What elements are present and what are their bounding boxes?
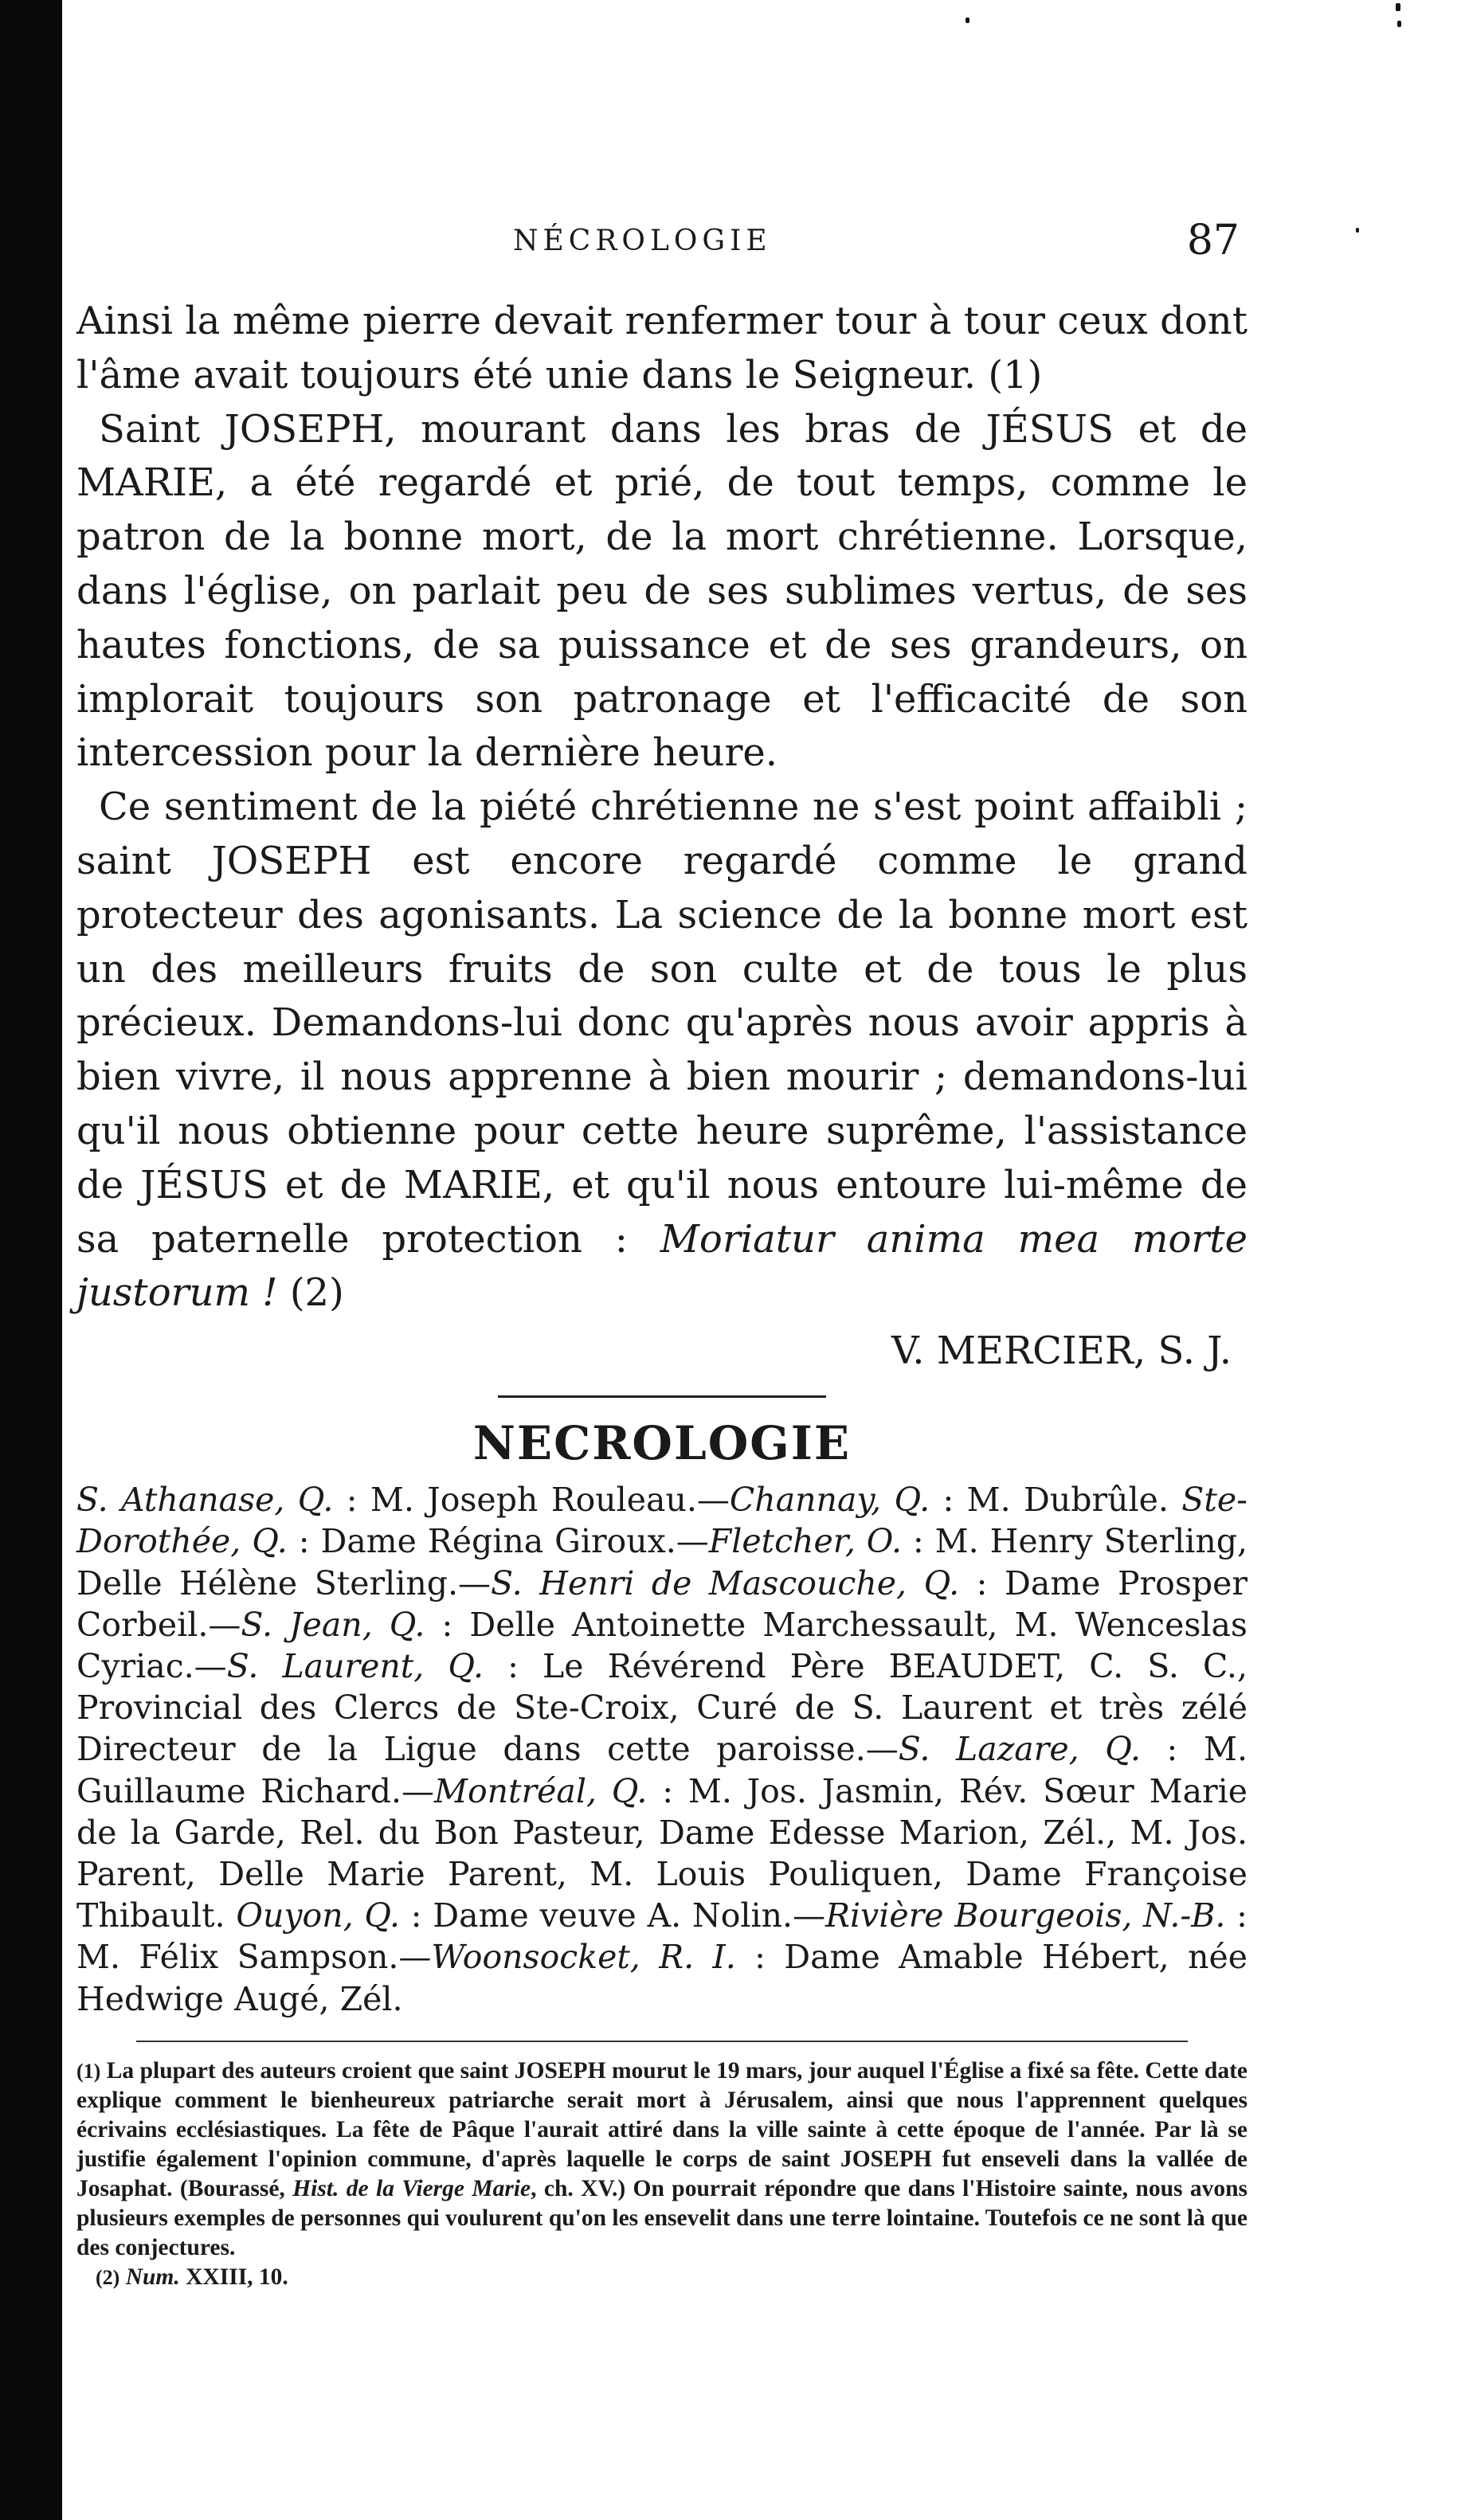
name-marie: MARIE: [403, 1162, 542, 1207]
paragraph-2-text: Saint: [99, 406, 225, 452]
paragraph-3: [76, 781, 1248, 1321]
obituary-names: : Le Révérend Père BEAUDET, C. S. C., Provincial des Clercs de Ste-Croix, Curé de S. Laurent et très zélé Directeur de la Ligue dans cette paroisse.—: [76, 1646, 1248, 1769]
obituary-place: S. Laurent, Q.: [226, 1646, 484, 1685]
footnote-1-text: , ch. XV.) On pourrait répondre que dans l'Histoire sainte, nous avons plusieurs exemples de personnes qui voulurent qu'on les ensevelit dans une terre lointaine. Toutefois ce ne sont là que des conjectures.: [76, 2175, 1248, 2260]
footnote-1-text: mourut le 19 mars, jour auquel l'Église a fixé sa fête. Cette date explique comment le bienheureux patriarche serait mort à Jérusalem, ainsi que nous l'apprennent quelques écrivains ecclésiastiques. La fête de Pâque l'aurait attiré dans la ville sainte à cette époque de l'année. Par là se justifie également l'opinion commune, d'après laquelle le corps de saint: [76, 2057, 1248, 2172]
name-joseph: JOSEPH: [211, 838, 372, 883]
paragraph-2-text: et de: [1114, 406, 1248, 452]
binding-edge: [0, 0, 62, 2520]
obituary-names: : M. Joseph Rouleau.—: [333, 1481, 730, 1520]
obituary-names: : Delle Antoinette Marchessault, M. Wenceslas Cyriac.—: [76, 1605, 1248, 1685]
footnote-1-text: La plupart des auteurs croient que saint: [100, 2057, 515, 2084]
divider-short: [498, 1395, 826, 1398]
obituary-place: Woonsocket, R. I.: [431, 1938, 736, 1977]
paragraph-2-text: , a été regardé et prié, de tout temps, comme le patron de la bonne mort, de la mort chrétienne. Lorsque, dans l'église, on parlait peu de ses sublimes vertus, de ses hautes fonctions, de sa puissance et de ses grandeurs, on implorait toujours son patronage et l'efficacité de son intercession pour la dernière heure.: [76, 460, 1248, 776]
obituary-names: : Dame Prosper Corbeil.—: [76, 1563, 1248, 1644]
section-title: NECROLOGIE: [472, 1416, 852, 1471]
footnote-1: [76, 2056, 1248, 2263]
paragraph-2: [76, 403, 1248, 781]
obituary-names: : M. Guillaume Richard.—: [76, 1730, 1248, 1810]
obituary-place: S. Lazare, Q.: [898, 1730, 1141, 1769]
running-head: [76, 213, 1248, 269]
footnote-1-mark: (1): [76, 2059, 101, 2083]
obituary-place: Ste-Dorothée, Q.: [76, 1481, 1248, 1561]
obituary-names: : M. Félix Sampson.—: [76, 1896, 1248, 1977]
obituary-place: Channay, Q.: [729, 1481, 930, 1520]
obituary-names: : M. Jos. Jasmin, Rév. Sœur Marie de la Garde, Rel. du Bon Pasteur, Dame Edesse Marion, Zél., M. Jos. Parent, Delle Marie Parent, M. Louis Pouliquen, Dame Françoise Thibault.: [76, 1771, 1248, 1935]
name-jesus: JÉSUS: [985, 406, 1114, 452]
name-jesus: JÉSUS: [140, 1162, 268, 1207]
obituary-place: Ouyon, Q.: [236, 1896, 400, 1935]
obituary-place: S. Jean, Q.: [241, 1605, 425, 1644]
footnotes: [76, 2056, 1248, 2292]
paragraph-1: [76, 295, 1248, 403]
footnote-ref-1: (1): [988, 352, 1043, 397]
name-joseph: JOSEPH: [840, 2146, 932, 2172]
footnote-2-book: Num.: [125, 2264, 180, 2290]
footnote-ref-2: (2): [289, 1270, 344, 1316]
signature: V. MERCIER, S. J.: [891, 1328, 1232, 1374]
ink-speck: [966, 18, 969, 23]
obituary-place: Montréal, Q.: [433, 1771, 648, 1810]
footnote-2-mark: (2): [96, 2265, 120, 2289]
latin-quote: Moriatur anima mea morte justorum !: [76, 1216, 1248, 1316]
body-text: [76, 295, 1248, 2292]
name-joseph: JOSEPH: [514, 2057, 606, 2084]
footnote-2: [96, 2263, 1248, 2292]
obituary-names: : Dame veuve A. Nolin.—: [399, 1896, 826, 1935]
running-title: NÉCROLOGIE: [513, 225, 772, 257]
obituary-list: [76, 1479, 1248, 2020]
ink-speck: [1396, 3, 1400, 11]
cited-work: Hist. de la Vierge Marie: [292, 2175, 531, 2201]
paragraph-3-text: est encore regardé comme le grand protecteur des agonisants. La science de la bonne mort est un des meilleurs fruits de son culte et de tous le plus précieux. Demandons-lui donc qu'après nous avoir appris à bien vivre, il nous apprenne à bien mourir ; demandons-lui qu'il nous obtienne pour cette heure suprême, l'assistance de: [76, 838, 1248, 1207]
paragraph-2-text: , mourant dans les bras de: [384, 406, 986, 452]
page-number: 87: [1186, 217, 1240, 264]
paragraph-3-text: Ce sentiment de la piété chrétienne ne s'est point affaibli ; saint: [76, 785, 1248, 883]
obituary-names: : M. Henry Sterling, Delle Hélène Sterling.—: [76, 1522, 1248, 1602]
footnote-divider: [136, 2041, 1188, 2042]
footnote-2-ref: XXIII, 10.: [179, 2264, 288, 2290]
footnote-1-text: fut enseveli dans la vallée de Josaphat. (Bourassé,: [76, 2146, 1248, 2201]
ink-speck: [1356, 228, 1359, 233]
obituary-names: : M. Dubrûle.: [930, 1481, 1182, 1520]
obituary-names: : Dame Régina Giroux.—: [287, 1522, 709, 1561]
name-joseph: JOSEPH: [224, 406, 385, 452]
name-marie: MARIE: [76, 460, 215, 506]
obituary-names: : Dame Amable Hébert, née Hedwige Augé, Zél.: [76, 1938, 1248, 2018]
obituary-place: Rivière Bourgeois, N.-B.: [825, 1896, 1226, 1935]
obituary-place: S. Athanase, Q.: [76, 1481, 334, 1520]
paragraph-1-text: Ainsi la même pierre devait renfermer tour à tour ceux dont l'âme avait toujours été unie dans le Seigneur.: [76, 299, 1248, 397]
paragraph-3-text: et de: [268, 1162, 404, 1207]
obituary-place: Fletcher, O.: [708, 1522, 903, 1561]
ink-speck: [1397, 21, 1401, 27]
obituary-place: S. Henri de Mascouche, Q.: [491, 1563, 960, 1602]
paragraph-3-text: , et qu'il nous entoure lui-même de sa paternelle protection :: [76, 1162, 1248, 1262]
